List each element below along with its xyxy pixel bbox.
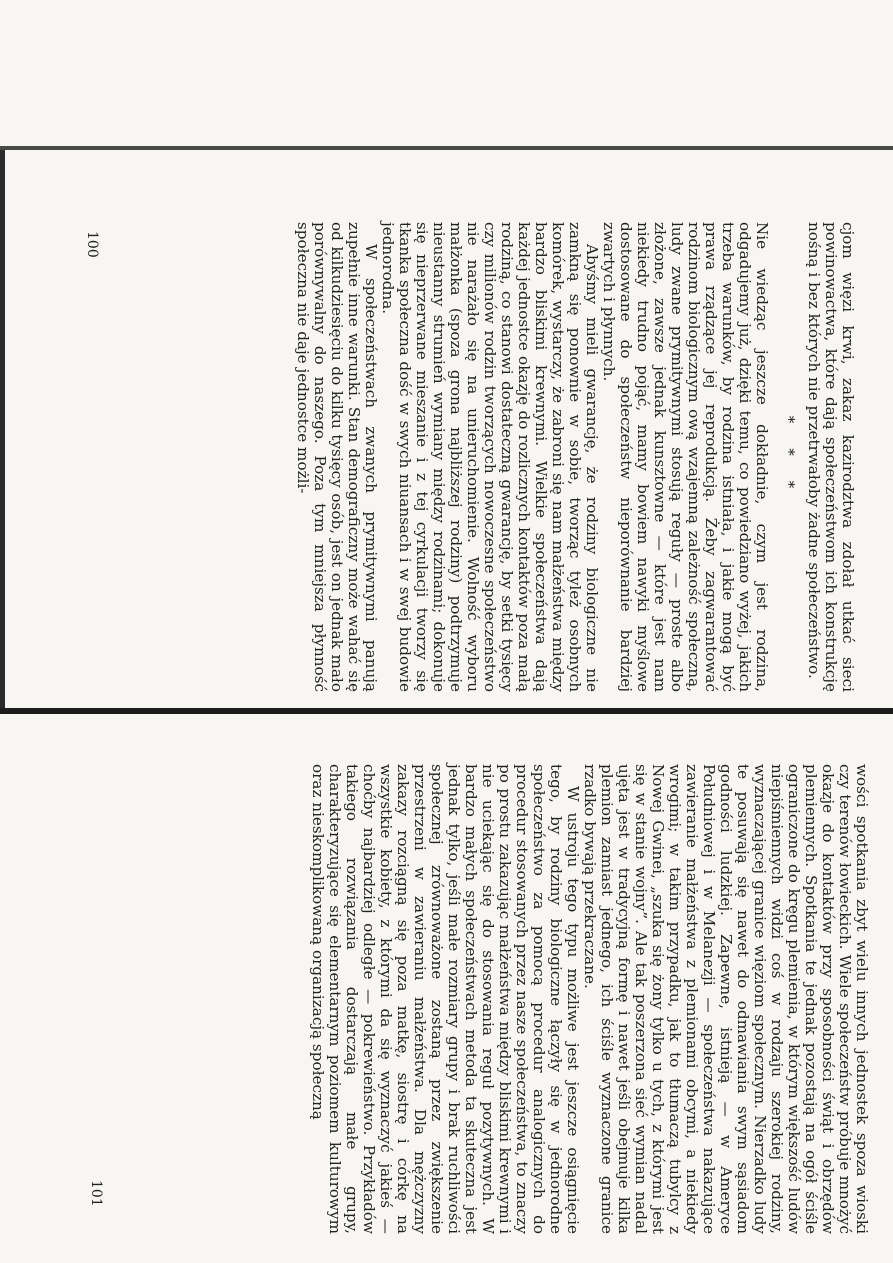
page-number-101: 101 (88, 1180, 104, 1207)
page-100-text (106, 222, 856, 692)
binding-edge-shadow (0, 150, 5, 710)
page-number-100: 100 (84, 231, 100, 258)
paragraph: cjom więzi krwi, zakaz kazirodztwa zdołał utkać sieci powinowactwa, które dają społeczeństwom ich konstrukcję nośną i bez których nie przetrwałoby żadne społeczeństwo. (805, 222, 857, 692)
page-gutter-rule (0, 708, 893, 714)
paragraph: W społeczeństwach zwanych prymitywnymi panują zupełnie inne warunki. Stan demograficzny może wahać się od kilkudziesięciu do kilku tysięcy osób, jest on jednak mało porównywalny do naszego. Poza tym mniejsza płynność społeczna nie daje jednostce możli- (294, 222, 380, 692)
section-break-stars: * * * (780, 415, 798, 499)
paragraph: Abyśmy mieli gwarancję, że rodziny biologiczne nie zamkną się ponownie w sobie, tworząc tyleż osobnych komórek, wystarczy, że zabroni się nam małżeństwa między bardzo bliskimi krewnymi. Wielkie społeczeństwa dają każdej jednostce okazję do rozlicznych kontaktów poza małą rodziną, co stanowi dostateczną gwarancję, by setki tysięcy czy milionów rodzin tworzących nowoczesne społeczeństwo nie narażało się na unieruchomienie. Wolność wyboru małżonka (spoza grona najbliższej rodziny) podtrzymuje nieustanny strumień wymiany między rodzinami; dokonuje się nieprzerwane mieszanie i z tej cyrkulacji tworzy się tkanka społeczna dość w swych niuansach i w swej budowie jednorodna. (379, 222, 601, 692)
paragraph: Nie wiedząc jeszcze dokładnie, czym jest rodzina, odgadujemy już, dzięki temu, co powiedziano wyżej, jakich trzeba warunków, by rodzina istniała, i jakie mogą być prawa rządzące jej reprodukcją. Żeby zagwarantować rodzinom biologicznym ową wzajemną zależność społeczną, ludy zwane prymitywnymi stosują reguły — proste albo złożone, zawsze jednak kunsztowne — które jest nam niekiedy trudno pojąć, mamy bowiem nawyki myślowe dostosowane do społeczeństw nieporównanie bardziej zwartych i płynnych. (600, 222, 771, 692)
page-101-text (100, 764, 870, 1234)
paragraph: wości spotkania zbyt wielu innych jednostek spoza wioski czy terenów łowieckich. Wiele społeczeństw próbuje mnożyć okazje do kontaktów przy sposobności świąt i obrzędów plemiennych. Spotkania te jednak pozostają na ogół ściśle ograniczone do kręgu plemienia, w którym większość ludów niepiśmiennych widzi coś w rodzaju szerokiej rodziny, wyznaczającej granice więziom społecznym. Nierzadko ludy te posuwają się nawet do odmawiania swym sąsiadom godności ludzkiej. Zapewne, istnieją — w Ameryce Południowej i w Melanezji — społeczeństwa nakazujące zawieranie małżeństwa z plemionami obcymi, a niekiedy wrogimi; w takim przypadku, jak to tłumaczą tubylcy z Nowej Gwinei, „szuka się żony tylko u tych, z którymi jest się w stanie wojny”. Ale tak poszerzona sieć wymian nadal ujęta jest w tradycyjną formę i nawet jeśli obejmuje kilka plemion zamiast jednego, ich ściśle wyznaczone granice rzadko bywają przekraczane. (581, 764, 871, 1234)
page-top-edge-rule (0, 146, 893, 150)
paragraph: W ustroju tego typu możliwe jest jeszcze osiągnięcie tego, by rodziny biologiczne łączyły się w jednorodne społeczeństwo za pomocą procedur analogicznych do procedur stosowanych przez nasze społeczeństwa, to znaczy po prostu zakazując małżeństwa między bliskimi krewnymi i nie uciekając się do stosowania reguł pozytywnych. W bardzo małych społeczeństwach metoda ta skuteczna jest jednak tylko, jeśli małe rozmiary grupy i brak ruchliwości społecznej zrównoważone zostaną przez zwiększenie przestrzeni w zawieraniu małżeństwa. Dla mężczyzny zakazy rozciągną się poza matkę, siostrę i córkę na wszystkie kobiety, z którymi da się wyznaczyć jakieś — choćby najbardziej odległe — pokrewieństwo. Przykładów takiego rozwiązania dostarczają małe grupy, charakteryzujące się elementarnym poziomem kulturowym oraz nieskomplikowaną organizacją społeczną (309, 764, 582, 1234)
